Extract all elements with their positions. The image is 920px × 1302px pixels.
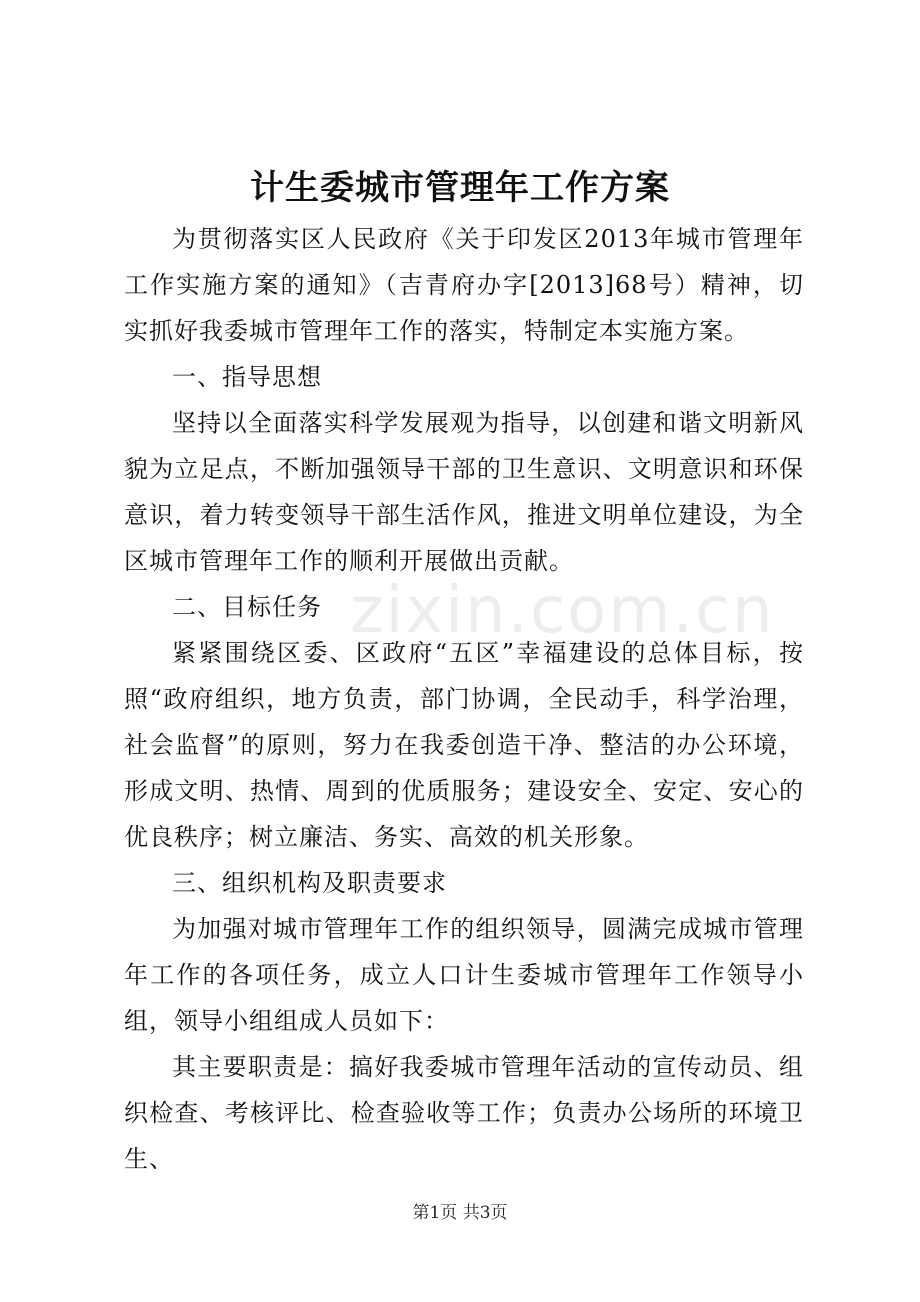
- page-footer: 第1页 共3页: [412, 1203, 508, 1223]
- heading-guiding-ideology: 一、指导思想: [172, 363, 322, 391]
- heading-goals: 二、目标任务: [172, 593, 322, 621]
- watermark: zixin.com.cn: [350, 574, 775, 648]
- paragraph-intro: 为贯彻落实区人民政府《关于印发区2013年城市管理年工作实施方案的通知》（吉青府办字[2013]68号）精神，切实抓好我委城市管理年工作的落实，特制定本实施方案。: [124, 225, 804, 345]
- heading-organization: 三、组织机构及职责要求: [172, 869, 447, 897]
- paragraph-guiding-ideology: 坚持以全面落实科学发展观为指导，以创建和谐文明新风貌为立足点，不断加强领导干部的卫生意识、文明意识和环保意识，着力转变领导干部生活作风，推进文明单位建设，为全区城市管理年工作的顺利开展做出贡献。: [124, 409, 804, 575]
- paragraph-duties: 其主要职责是：搞好我委城市管理年活动的宣传动员、组织检查、考核评比、检查验收等工作；负责办公场所的环境卫生、: [124, 1053, 804, 1173]
- document-title: 计生委城市管理年工作方案: [250, 168, 670, 208]
- paragraph-organization: 为加强对城市管理年工作的组织领导，圆满完成城市管理年工作的各项任务，成立人口计生委城市管理年工作领导小组，领导小组组成人员如下：: [124, 915, 804, 1035]
- document-body: [124, 216, 804, 1182]
- paragraph-goals: 紧紧围绕区委、区政府“五区”幸福建设的总体目标，按照“政府组织，地方负责，部门协调，全民动手，科学治理，社会监督”的原则，努力在我委创造干净、整洁的办公环境，形成文明、热情、周到的优质服务；建设安全、安定、安心的优良秩序；树立廉洁、务实、高效的机关形象。: [124, 639, 804, 851]
